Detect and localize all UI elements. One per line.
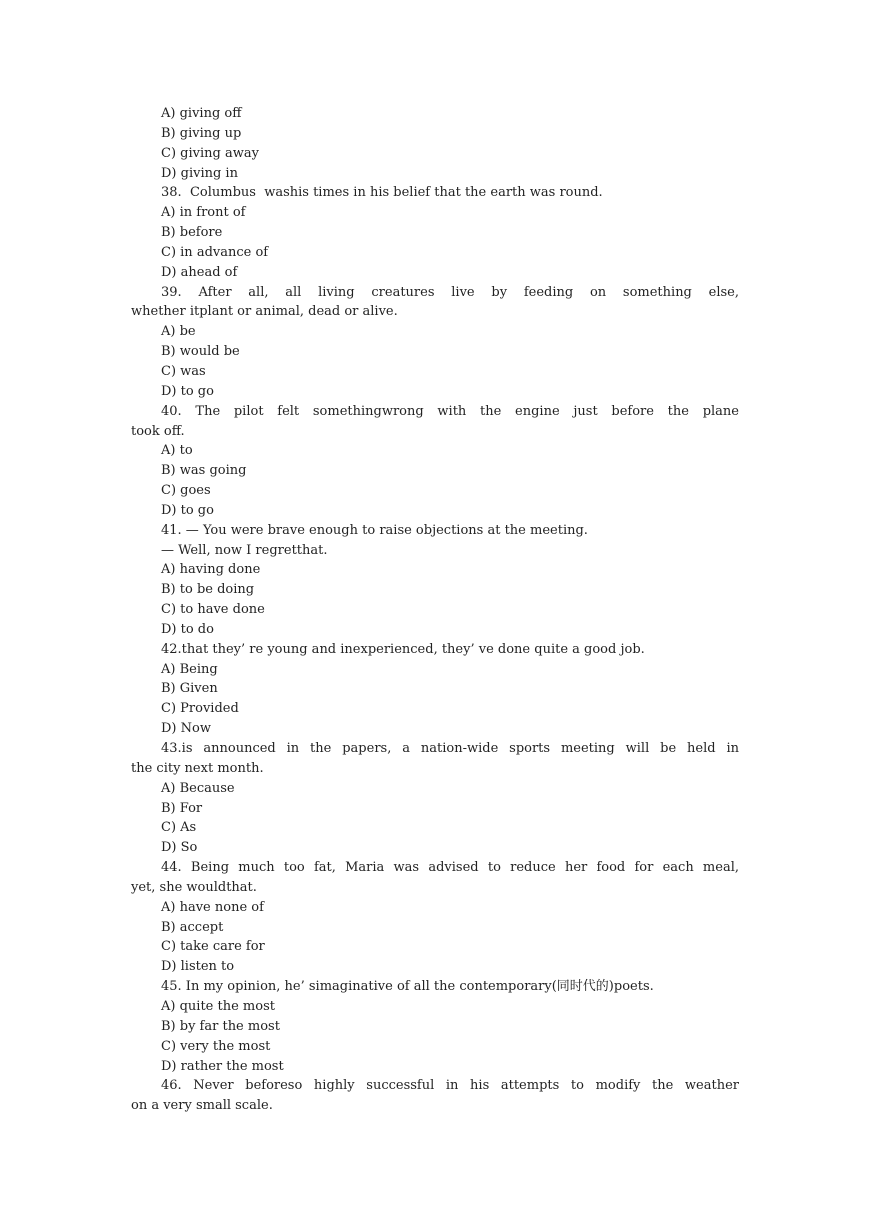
answer-option: B) Given [161, 681, 218, 697]
answer-option: D) ahead of [161, 264, 238, 280]
answer-option: C) to have done [161, 602, 265, 618]
answer-option: D) Now [161, 721, 211, 737]
answer-option: C) goes [161, 483, 211, 499]
answer-option: A) having done [161, 562, 261, 578]
question-continuation: whether itplant or animal, dead or alive. [131, 304, 398, 320]
answer-option: A) Because [161, 780, 235, 796]
question-line: 45. In my opinion, he’ simaginative of all the contemporary(同时代的)poets. [161, 979, 654, 995]
answer-option: C) As [161, 820, 197, 836]
question-line: 44. Being much too fat, Maria was advised to reduce her food for each meal, [161, 860, 739, 876]
answer-option: C) was [161, 363, 206, 379]
question-continuation: the city next month. [131, 760, 264, 776]
question-line: 46. Never beforeso highly successful in his attempts to modify the weather [161, 1078, 739, 1094]
answer-option: A) have none of [161, 899, 264, 915]
answer-option: D) to do [161, 621, 214, 637]
question-line: — Well, now I regretthat. [161, 542, 328, 558]
answer-option: D) giving in [161, 165, 238, 181]
exercise-text [131, 104, 739, 1116]
answer-option: B) For [161, 800, 203, 816]
question-line: 41. — You were brave enough to raise objections at the meeting. [161, 522, 588, 538]
answer-option: D) rather the most [161, 1058, 284, 1074]
question-continuation: on a very small scale. [131, 1098, 273, 1114]
answer-option: A) Being [161, 661, 218, 677]
answer-option: D) listen to [161, 959, 235, 975]
question-continuation: took off. [131, 423, 185, 439]
answer-option: C) very the most [161, 1038, 271, 1054]
answer-option: B) by far the most [161, 1018, 280, 1034]
answer-option: A) be [161, 324, 196, 340]
document-page [131, 104, 739, 1116]
answer-option: A) quite the most [161, 998, 275, 1014]
answer-option: B) before [161, 225, 223, 241]
answer-option: C) take care for [161, 939, 265, 955]
answer-option: C) giving away [161, 145, 259, 161]
answer-option: B) accept [161, 919, 224, 935]
question-line: 39. After all, all living creatures live by feeding on something else, [161, 284, 739, 300]
question-line: 38. Columbus washis times in his belief that the earth was round. [161, 185, 603, 201]
answer-option: A) in front of [161, 205, 246, 221]
question-continuation: yet, she wouldthat. [131, 879, 257, 895]
question-line: 42.that they’ re young and inexperienced, they’ ve done quite a good job. [161, 641, 645, 657]
answer-option: C) Provided [161, 701, 239, 717]
answer-option: A) to [161, 443, 193, 459]
answer-option: C) in advance of [161, 244, 269, 260]
question-line: 40. The pilot felt somethingwrong with the engine just before the plane [161, 403, 739, 419]
answer-option: B) giving up [161, 125, 242, 141]
answer-option: D) So [161, 840, 198, 856]
answer-option: B) was going [161, 463, 247, 479]
answer-option: A) giving off [161, 106, 242, 121]
question-line: 43.is announced in the papers, a nation-wide sports meeting will be held in [161, 741, 739, 756]
answer-option: B) would be [161, 344, 240, 360]
answer-option: B) to be doing [161, 582, 255, 598]
answer-option: D) to go [161, 502, 214, 518]
answer-option: D) to go [161, 383, 214, 399]
